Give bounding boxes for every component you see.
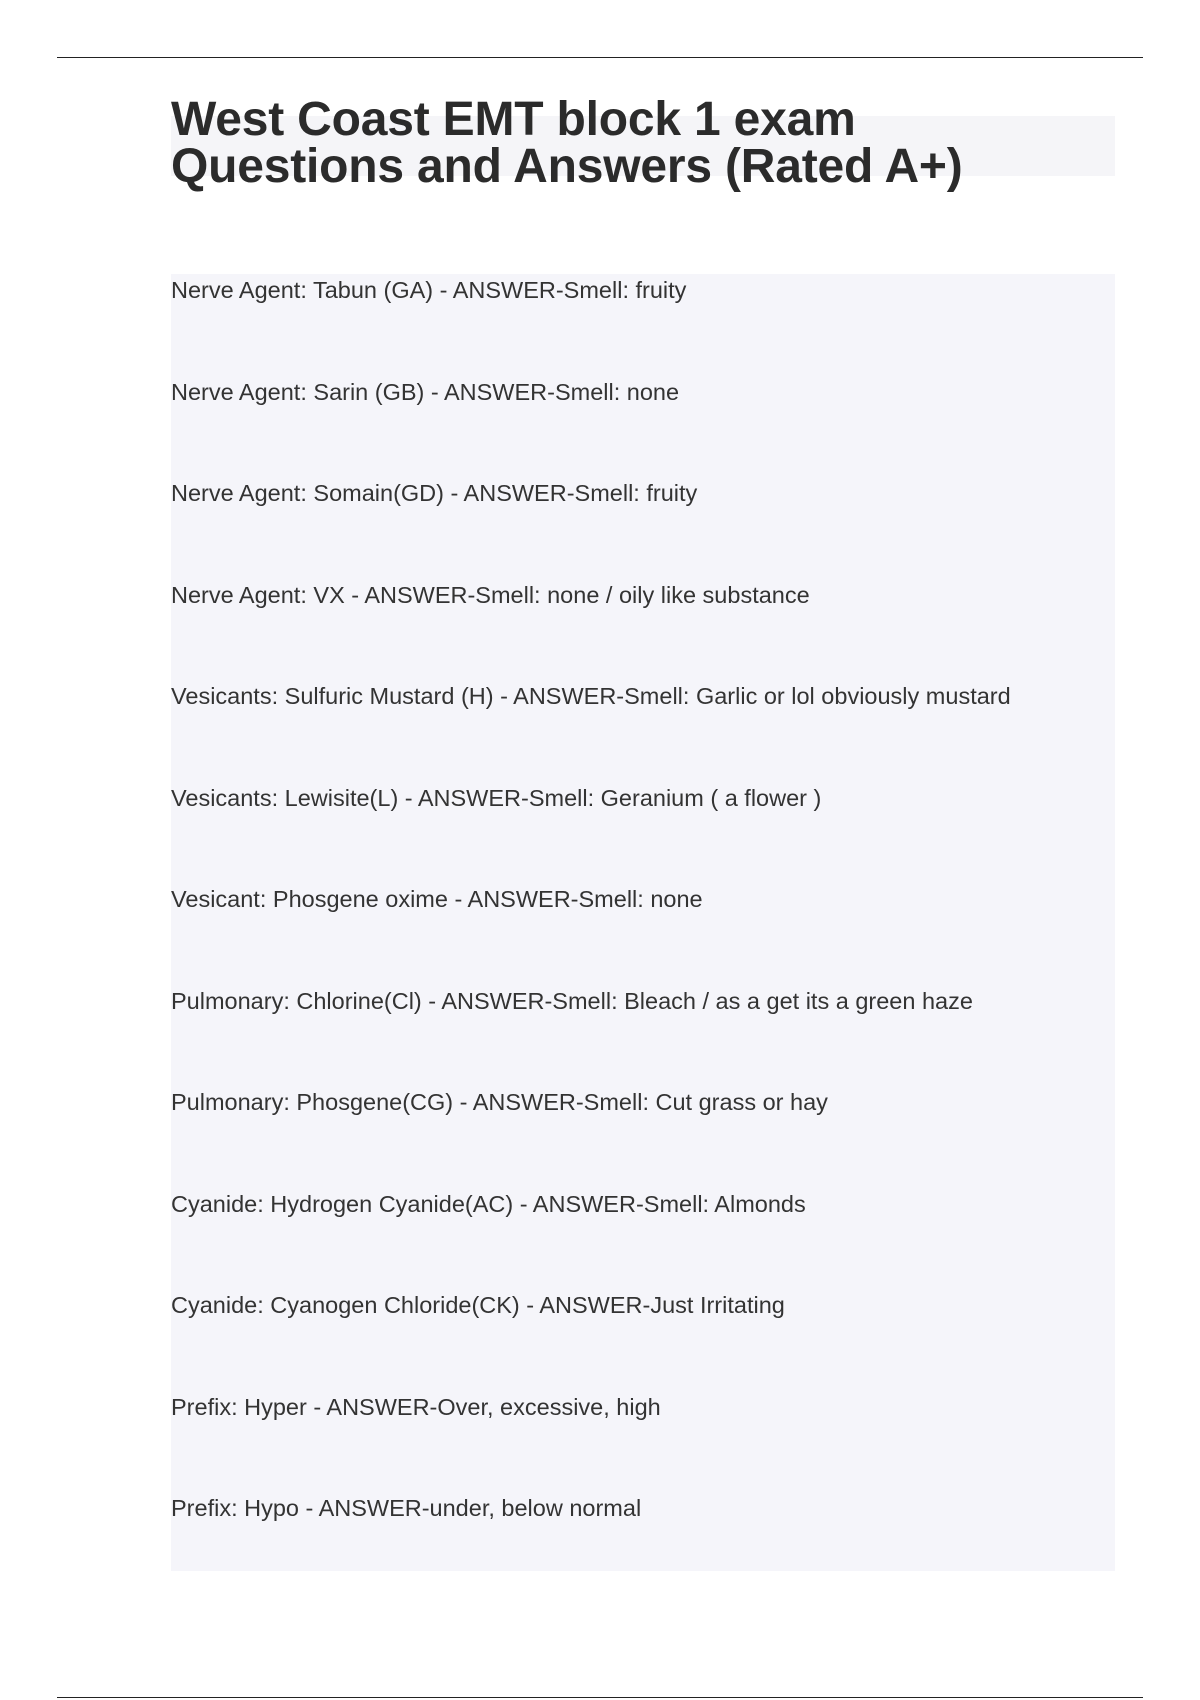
title-line-1: West Coast EMT block 1 exam bbox=[171, 93, 856, 146]
document-title bbox=[171, 93, 1131, 194]
title-line-2: Questions and Answers (Rated A+) bbox=[171, 140, 963, 194]
qa-item: Vesicants: Lewisite(L) - ANSWER-Smell: Geranium ( a flower ) bbox=[171, 784, 822, 811]
qa-item: Prefix: Hypo - ANSWER-under, below normal bbox=[171, 1495, 642, 1521]
qa-item: Nerve Agent: Tabun (GA) - ANSWER-Smell: fruity bbox=[171, 277, 687, 303]
qa-item: Pulmonary: Phosgene(CG) - ANSWER-Smell: Cut grass or hay bbox=[171, 1089, 828, 1115]
qa-item: Pulmonary: Chlorine(Cl) - ANSWER-Smell: Bleach / as a get its a green haze bbox=[171, 987, 973, 1014]
qa-item: Cyanide: Hydrogen Cyanide(AC) - ANSWER-Smell: Almonds bbox=[171, 1190, 806, 1217]
qa-list bbox=[171, 270, 1115, 1590]
qa-item: Cyanide: Cyanogen Chloride(CK) - ANSWER-Just Irritating bbox=[171, 1292, 785, 1318]
qa-item: Nerve Agent: Sarin (GB) - ANSWER-Smell: none bbox=[171, 378, 680, 405]
qa-item: Vesicants: Sulfuric Mustard (H) - ANSWER-Smell: Garlic or lol obviously mustard bbox=[171, 683, 1011, 709]
qa-item: Nerve Agent: VX - ANSWER-Smell: none / oily like substance bbox=[171, 581, 810, 608]
bottom-divider bbox=[57, 1697, 1143, 1698]
qa-item: Nerve Agent: Somain(GD) - ANSWER-Smell: fruity bbox=[171, 480, 698, 506]
qa-item: Prefix: Hyper - ANSWER-Over, excessive, high bbox=[171, 1393, 661, 1420]
top-divider bbox=[57, 57, 1143, 58]
qa-item: Vesicant: Phosgene oxime - ANSWER-Smell: none bbox=[171, 886, 703, 912]
